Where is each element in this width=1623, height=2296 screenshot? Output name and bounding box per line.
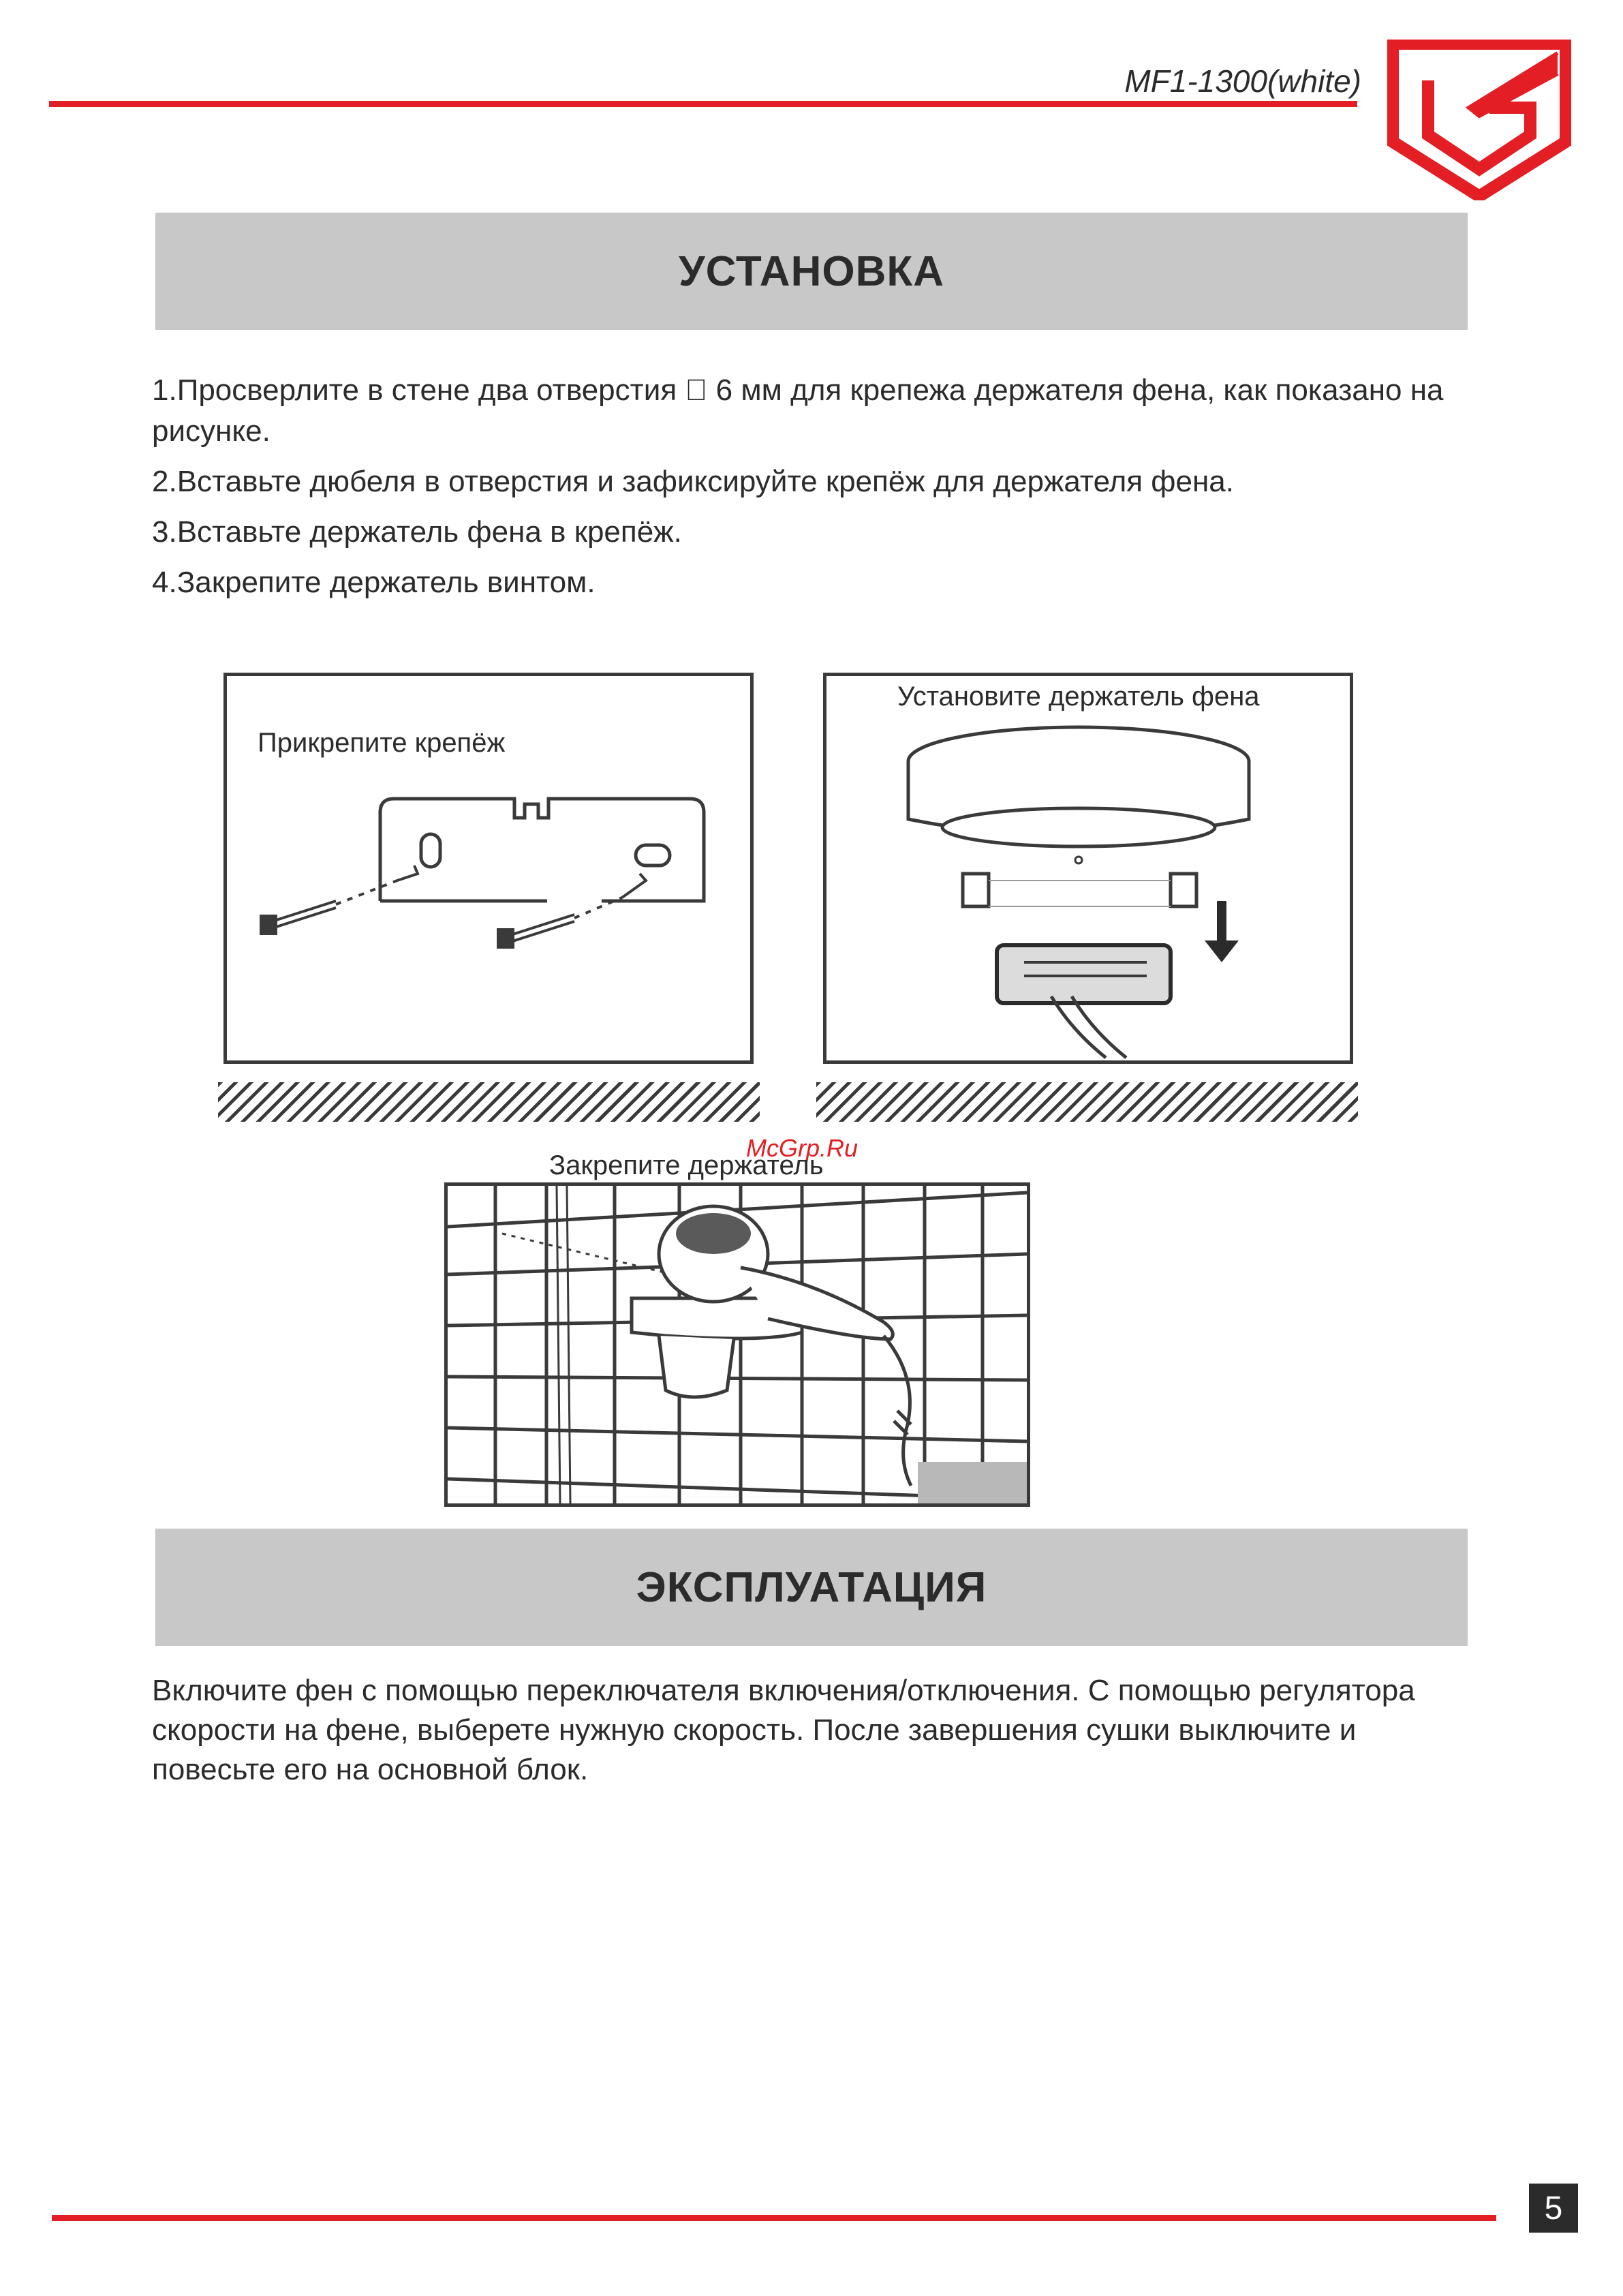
holder-diagram bbox=[826, 676, 1350, 1060]
wall-hatch-left bbox=[218, 1082, 760, 1122]
install-steps bbox=[152, 370, 1474, 613]
usage-text bbox=[152, 1671, 1474, 1790]
figure-attach-mount bbox=[223, 673, 754, 1064]
install-title: УСТАНОВКА bbox=[679, 247, 944, 295]
hair-dryer-icon bbox=[632, 1206, 911, 1486]
watermark: McGrp.Ru bbox=[746, 1134, 859, 1162]
screw-icon-right bbox=[498, 874, 646, 947]
page-number: 5 bbox=[1529, 2184, 1578, 2233]
usage-section-header bbox=[155, 1529, 1468, 1646]
figure-install-holder bbox=[823, 673, 1353, 1064]
mount-plate-diagram bbox=[227, 676, 750, 1060]
wall-hatch-right bbox=[816, 1082, 1358, 1122]
brand-logo-icon bbox=[1387, 40, 1571, 200]
arrow-down-icon bbox=[1205, 901, 1239, 962]
tile-wall-diagram bbox=[448, 1186, 1027, 1503]
figure-fix-holder-label: Закрепите держатель bbox=[549, 1150, 824, 1180]
usage-title: ЭКСПЛУАТАЦИЯ bbox=[636, 1563, 987, 1611]
install-step-2: 2.Вставьте дюбеля в отверстия и зафиксируйте крепёж для держателя фена. bbox=[152, 465, 1234, 498]
footer-red-line bbox=[52, 2215, 1496, 2221]
install-step-1: 1.Просверлите в стене два отверстия ⃠ 6 мм для крепежа держателя фена, как показано на рисунке. bbox=[152, 373, 1444, 448]
install-step-3: 3.Вставьте держатель фена в крепёж. bbox=[152, 515, 682, 549]
figure-attach-mount-label: Прикрепите крепёж bbox=[258, 728, 506, 758]
header-red-line bbox=[49, 101, 1357, 107]
usage-paragraph: Включите фен с помощью переключателя включения/отключения. С помощью регулятора скорости на фене, выберете нужную скорость. После завершения сушки выключите и повесьте его на основной блок. bbox=[152, 1674, 1415, 1786]
model-name: MF1-1300(white) bbox=[1124, 63, 1361, 99]
figure-install-holder-label: Установите держатель фена bbox=[897, 682, 1260, 711]
install-step-4: 4.Закрепите держатель винтом. bbox=[152, 566, 596, 599]
figure-fix-holder bbox=[444, 1182, 1030, 1507]
install-section-header bbox=[155, 213, 1468, 330]
